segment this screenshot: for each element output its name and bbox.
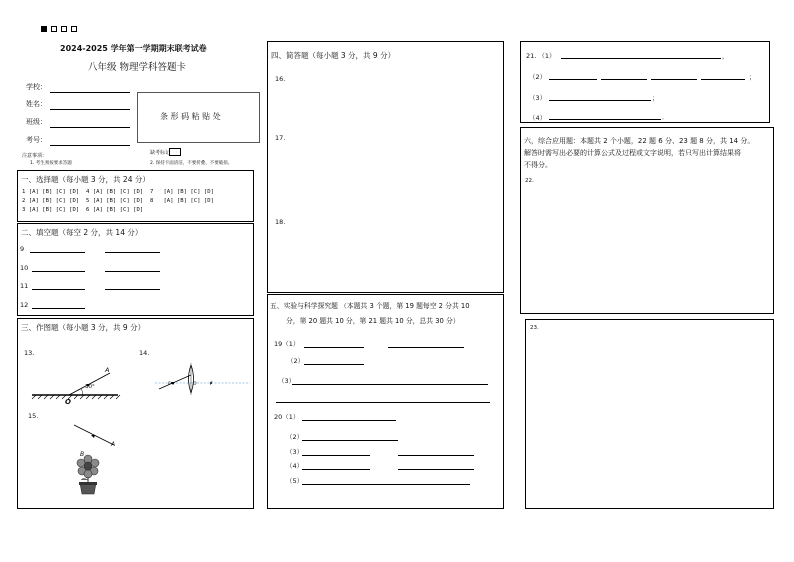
q20-3-label: （3）: [286, 448, 304, 456]
field-label-class: 班级：: [26, 118, 47, 126]
barcode-area: [137, 92, 260, 143]
field-id-line[interactable]: [50, 145, 130, 146]
notes-line2: 2. 保持卡面清洁，不要折叠、不要破损。: [150, 161, 233, 166]
q19-3-label: （3）: [278, 377, 296, 385]
q20-5-blank[interactable]: [302, 484, 470, 485]
field-class-line[interactable]: [50, 127, 130, 128]
q14-focus-left: F: [168, 382, 171, 387]
q13-point-a: A: [105, 366, 110, 374]
q21-4-mark: ．: [662, 113, 669, 121]
notes-line1: 1. 考生须按要求答题: [30, 161, 72, 166]
empty-square-icon: [71, 26, 77, 32]
q17-answer-area[interactable]: [288, 131, 498, 211]
q13-number: 13.: [24, 349, 35, 357]
section-q21: [520, 41, 770, 123]
section-comprehensive-q22: [520, 127, 774, 314]
section5-title-line2: 分，第 20 题共 10 分，第 21 题共 10 分，总共 30 分）: [286, 317, 460, 325]
q20-1-label: 20（1）: [274, 413, 300, 421]
q20-1-blank[interactable]: [302, 420, 396, 421]
q21-1-mark: ，: [722, 52, 729, 60]
section-comprehensive-q23: [525, 319, 774, 509]
q16-answer-area[interactable]: [288, 72, 498, 127]
q19-2-label: （2）: [287, 357, 305, 365]
q19-1-blank-2[interactable]: [388, 347, 464, 348]
q21-2-blank-4[interactable]: [701, 79, 745, 80]
section-experiment: [267, 294, 504, 509]
mc-row-3[interactable]: 3 [A] [B] [C] [D] 6 [A] [B] [C] [D]: [22, 207, 144, 213]
q11-blank-1[interactable]: [32, 289, 85, 290]
exam-subtitle: 八年级 物理学科答题卡: [88, 62, 187, 73]
q23-number: 23.: [530, 325, 539, 331]
q21-3-label: （3）: [529, 94, 547, 102]
absent-mark-label: 缺考标记: [150, 150, 171, 156]
q10-number: 10: [20, 264, 29, 272]
q15-point-a: A: [111, 441, 116, 448]
q21-2-blank-2[interactable]: [601, 79, 647, 80]
q12-blank-1[interactable]: [32, 308, 85, 309]
q19-3-blank-1[interactable]: [292, 384, 488, 385]
section-drawing: [17, 318, 254, 509]
q21-3-mark: ；: [652, 94, 659, 102]
q14-number: 14.: [139, 349, 150, 357]
section-short-answer: [267, 41, 504, 293]
section3-title: 三、作图题（每小题 3 分，共 9 分）: [21, 323, 146, 332]
q13-point-o: O: [65, 398, 71, 406]
q21-1-blank[interactable]: [561, 58, 721, 59]
q15-point-b: B: [80, 451, 85, 458]
q14-lens-diagram[interactable]: [155, 359, 250, 399]
section6-title-line3: 不得分。: [524, 161, 552, 169]
q19-2-blank[interactable]: [304, 364, 364, 365]
barcode-label: 条 形 码 粘 贴 处: [160, 112, 221, 121]
q18-number: 18.: [275, 218, 286, 226]
q21-4-label: （4）: [529, 114, 547, 122]
mc-row-2[interactable]: 2 [A] [B] [C] [D] 5 [A] [B] [C] [D] 8 [A] [B] [C] [D]: [22, 198, 214, 204]
exam-title: 2024-2025 学年第一学期期末联考试卷: [60, 44, 207, 53]
mc-row-1[interactable]: 1 [A] [B] [C] [D] 4 [A] [B] [C] [D] 7 [A] [B] [C] [D]: [22, 189, 214, 195]
q19-3-blank-2[interactable]: [276, 402, 490, 403]
q21-4-blank[interactable]: [549, 119, 661, 120]
field-name-line[interactable]: [50, 109, 130, 110]
q11-blank-2[interactable]: [105, 289, 160, 290]
q14-optical-center: O: [193, 382, 197, 387]
absent-mark-checkbox[interactable]: [169, 148, 181, 156]
field-school-line[interactable]: [50, 92, 130, 93]
q19-1-blank-1[interactable]: [304, 347, 364, 348]
q13-angle-label: 30°: [85, 384, 95, 390]
notes-title: 注意事项：: [22, 153, 48, 159]
section-fill-blank: [17, 223, 254, 316]
q9-number: 9: [20, 245, 25, 253]
q15-number: 15.: [28, 412, 39, 420]
section1-title: 一、选择题（每小题 3 分，共 24 分）: [21, 175, 150, 184]
q20-5-label: （5）: [286, 477, 304, 485]
field-label-name: 姓名：: [26, 100, 47, 108]
q20-2-label: （2）: [286, 433, 304, 441]
q17-number: 17.: [275, 134, 286, 142]
section5-title-line1: 五、实验与科学探究题 （本题共 3 个题，第 19 题每空 2 分共 10: [270, 302, 470, 310]
q9-blank-1[interactable]: [30, 252, 85, 253]
q20-3-blank-2[interactable]: [398, 455, 474, 456]
q19-1-label: 19（1）: [274, 340, 300, 348]
section2-title: 二、填空题（每空 2 分，共 14 分）: [21, 228, 143, 237]
q18-answer-area[interactable]: [288, 215, 498, 287]
q10-blank-1[interactable]: [32, 271, 85, 272]
empty-square-icon: [51, 26, 57, 32]
q20-4-blank-1[interactable]: [302, 469, 370, 470]
q16-number: 16.: [275, 75, 286, 83]
q13-mirror-diagram[interactable]: [28, 365, 126, 407]
q12-number: 12: [20, 301, 29, 309]
q21-2-label: （2）: [529, 73, 547, 81]
q20-3-blank-1[interactable]: [302, 455, 370, 456]
q20-4-blank-2[interactable]: [398, 469, 474, 470]
q23-answer-area[interactable]: [538, 334, 768, 504]
q20-2-blank[interactable]: [302, 440, 398, 441]
flower-pot-icon: [75, 453, 101, 495]
field-label-school: 学校：: [26, 83, 47, 91]
q10-blank-2[interactable]: [105, 271, 160, 272]
q21-2-blank-3[interactable]: [651, 79, 697, 80]
q21-3-blank[interactable]: [549, 100, 651, 101]
section6-title-line2: 解答时需写出必要的计算公式及过程或文字说明，若只写出计算结果将: [524, 149, 741, 157]
section4-title: 四、简答题（每小题 3 分，共 9 分）: [271, 51, 396, 60]
q21-2-blank-1[interactable]: [549, 79, 597, 80]
q14-focus-right: F: [210, 382, 213, 387]
section-multiple-choice: [17, 170, 254, 222]
q22-answer-area[interactable]: [533, 186, 769, 310]
q21-1-label: 21. （1）: [526, 52, 556, 60]
q11-number: 11: [20, 282, 29, 290]
q9-blank-2[interactable]: [105, 252, 160, 253]
section6-title-line1: 六，综合应用题：本题共 2 个小题，22 题 6 分、23 题 8 分，共 14 分。: [524, 137, 755, 145]
filled-square-icon: [41, 26, 47, 32]
q22-number: 22.: [525, 178, 534, 184]
q20-4-label: （4）: [286, 462, 304, 470]
field-label-id: 考号：: [26, 136, 47, 144]
q21-2-mark: ；: [749, 73, 756, 81]
empty-square-icon: [61, 26, 67, 32]
